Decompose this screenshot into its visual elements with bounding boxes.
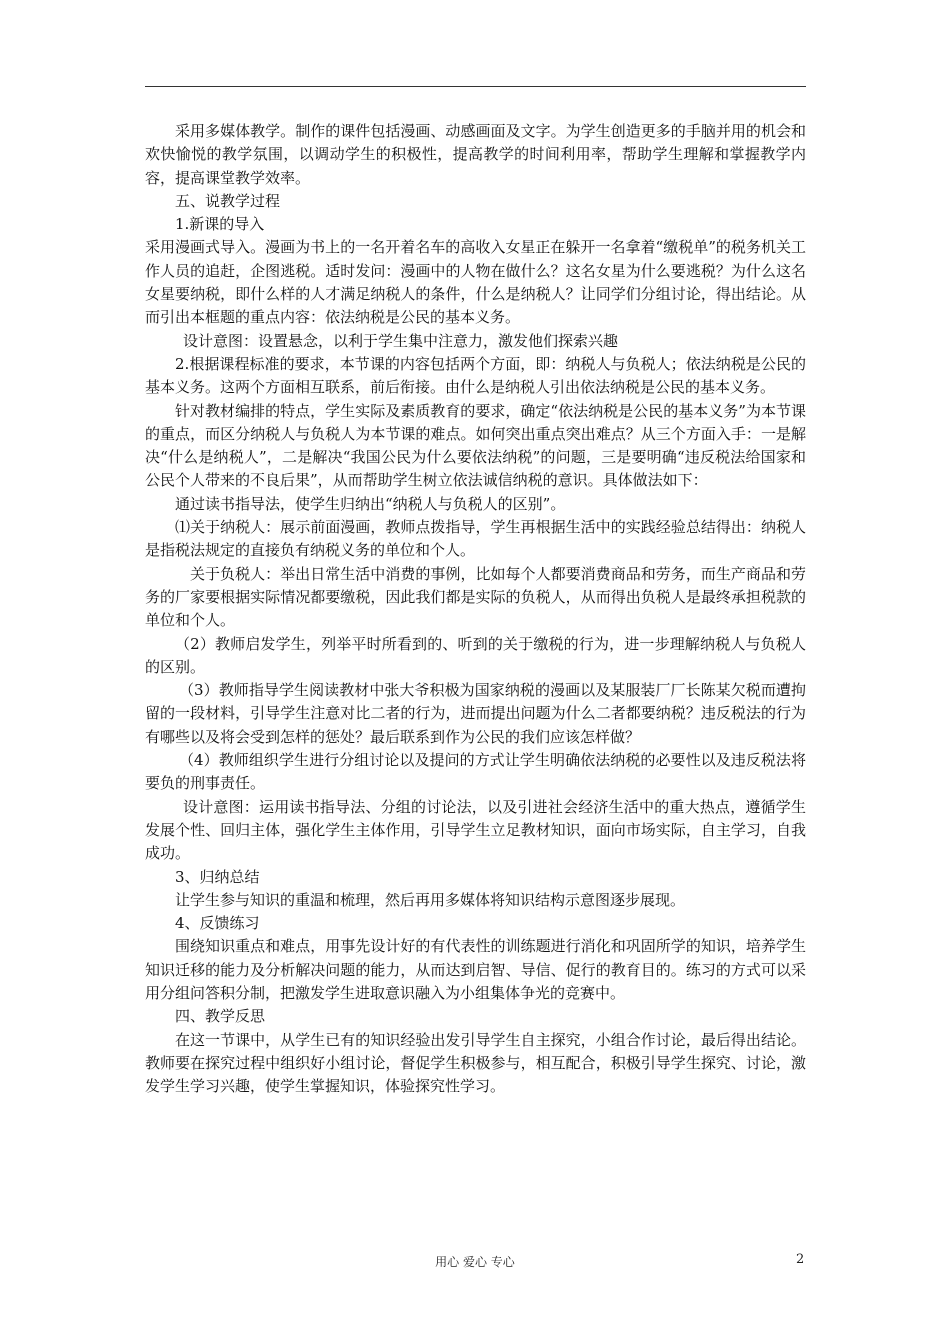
paragraph: 设计意图：运用读书指导法、分组的讨论法，以及引进社会经济生活中的重大热点，遵循学生发展个性、回归主体，强化学生主体作用，引导学生立足教材知识，面向市场实际，自主学习，自我成功。 bbox=[145, 797, 806, 863]
paragraph: 关于负税人：举出日常生活中消费的事例，比如每个人都要消费商品和劳务，而生产商品和劳务的厂家要根据实际情况都要缴税，因此我们都是实际的负税人，从而得出负税人是最终承担税款的单位和个人。 bbox=[145, 564, 806, 630]
paragraph: （4）教师组织学生进行分组讨论以及提问的方式让学生明确依法纳税的必要性以及违反税法将要负的刑事责任。 bbox=[145, 751, 806, 793]
header-rule bbox=[145, 86, 806, 87]
section-heading: 五、说教学过程 bbox=[175, 191, 281, 210]
paragraph: 采用漫画式导入。漫画为书上的一名开着名车的高收入女星正在躲开一名拿着“缴税单”的税务机关工作人员的追赶，企图逃税。适时发问：漫画中的人物在做什么？这名女星为什么要逃税？为什么这名女星要纳税，即什么样的人才满足纳税人的条件，什么是纳税人？让同学们分组讨论，得出结论。从而引出本框题的重点内容：依法纳税是公民的基本义务。 bbox=[145, 238, 806, 327]
subsection-heading: 3、归纳总结 bbox=[175, 867, 260, 886]
paragraph: 2.根据课程标准的要求，本节课的内容包括两个方面，即：纳税人与负税人；依法纳税是公民的基本义务。这两个方面相互联系，前后衔接。由什么是纳税人引出依法纳税是公民的基本义务。 bbox=[145, 354, 806, 397]
section-heading: 四、教学反思 bbox=[175, 1007, 266, 1026]
paragraph: ⑴关于纳税人：展示前面漫画，教师点拨指导，学生再根据生活中的实践经验总结得出：纳税人是指税法规定的直接负有纳税义务的单位和个人。 bbox=[145, 518, 806, 560]
paragraph: 采用多媒体教学。制作的课件包括漫画、动感画面及文字。为学生创造更多的手脑并用的机会和欢快愉悦的教学氛围，以调动学生的积极性，提高教学的时间利用率，帮助学生理解和掌握教学内容，提高课堂教学效率。 bbox=[145, 122, 806, 187]
paragraph: （3）教师指导学生阅读教材中张大爷积极为国家纳税的漫画以及某服装厂厂长陈某欠税而遭拘留的一段材料，引导学生注意对比二者的行为，进而提出问题为什么二者都要纳税？违反税法的行为有哪些以及将会受到怎样的惩处？最后联系到作为公民的我们应该怎样做？ bbox=[145, 681, 806, 746]
paragraph: 让学生参与知识的重温和梳理，然后再用多媒体将知识结构示意图逐步展现。 bbox=[175, 890, 686, 909]
footer-motto: 用心 爱心 专心 bbox=[435, 1255, 515, 1269]
document-body bbox=[145, 120, 806, 1098]
subsection-heading: 4、反馈练习 bbox=[175, 914, 260, 933]
paragraph: 设计意图：设置悬念，以利于学生集中注意力，激发他们探索兴趣 bbox=[183, 331, 619, 350]
paragraph: （2）教师启发学生，列举平时所看到的、听到的关于缴税的行为，进一步理解纳税人与负税人的区别。 bbox=[145, 634, 806, 676]
subsection-heading: 1.新课的导入 bbox=[175, 215, 265, 234]
paragraph: 针对教材编排的特点，学生实际及素质教育的要求，确定“依法纳税是公民的基本义务”为本节课的重点，而区分纳税人与负税人为本节课的难点。如何突出重点突出难点？从三个方面入手：一是解决“什么是纳税人”，二是解决“我国公民为什么要依法纳税”的问题，三是要明确“违反税法给国家和公民个人带来的不良后果”，从而帮助学生树立依法诚信纳税的意识。具体做法如下： bbox=[145, 401, 806, 490]
paragraph: 在这一节课中，从学生已有的知识经验出发引导学生自主探究，小组合作讨论，最后得出结论。教师要在探究过程中组织好小组讨论，督促学生积极参与，相互配合，积极引导学生探究、讨论，激发学生学习兴趣，使学生掌握知识，体验探究性学习。 bbox=[145, 1030, 806, 1096]
page-number: 2 bbox=[796, 1252, 805, 1267]
paragraph: 通过读书指导法，使学生归纳出“纳税人与负税人的区别”。 bbox=[175, 494, 566, 513]
paragraph: 围绕知识重点和难点，用事先设计好的有代表性的训练题进行消化和巩固所学的知识，培养学生知识迁移的能力及分析解决问题的能力，从而达到启智、导信、促行的教育目的。练习的方式可以采用分组问答积分制，把激发学生进取意识融入为小组集体争光的竞赛中。 bbox=[145, 937, 806, 1002]
